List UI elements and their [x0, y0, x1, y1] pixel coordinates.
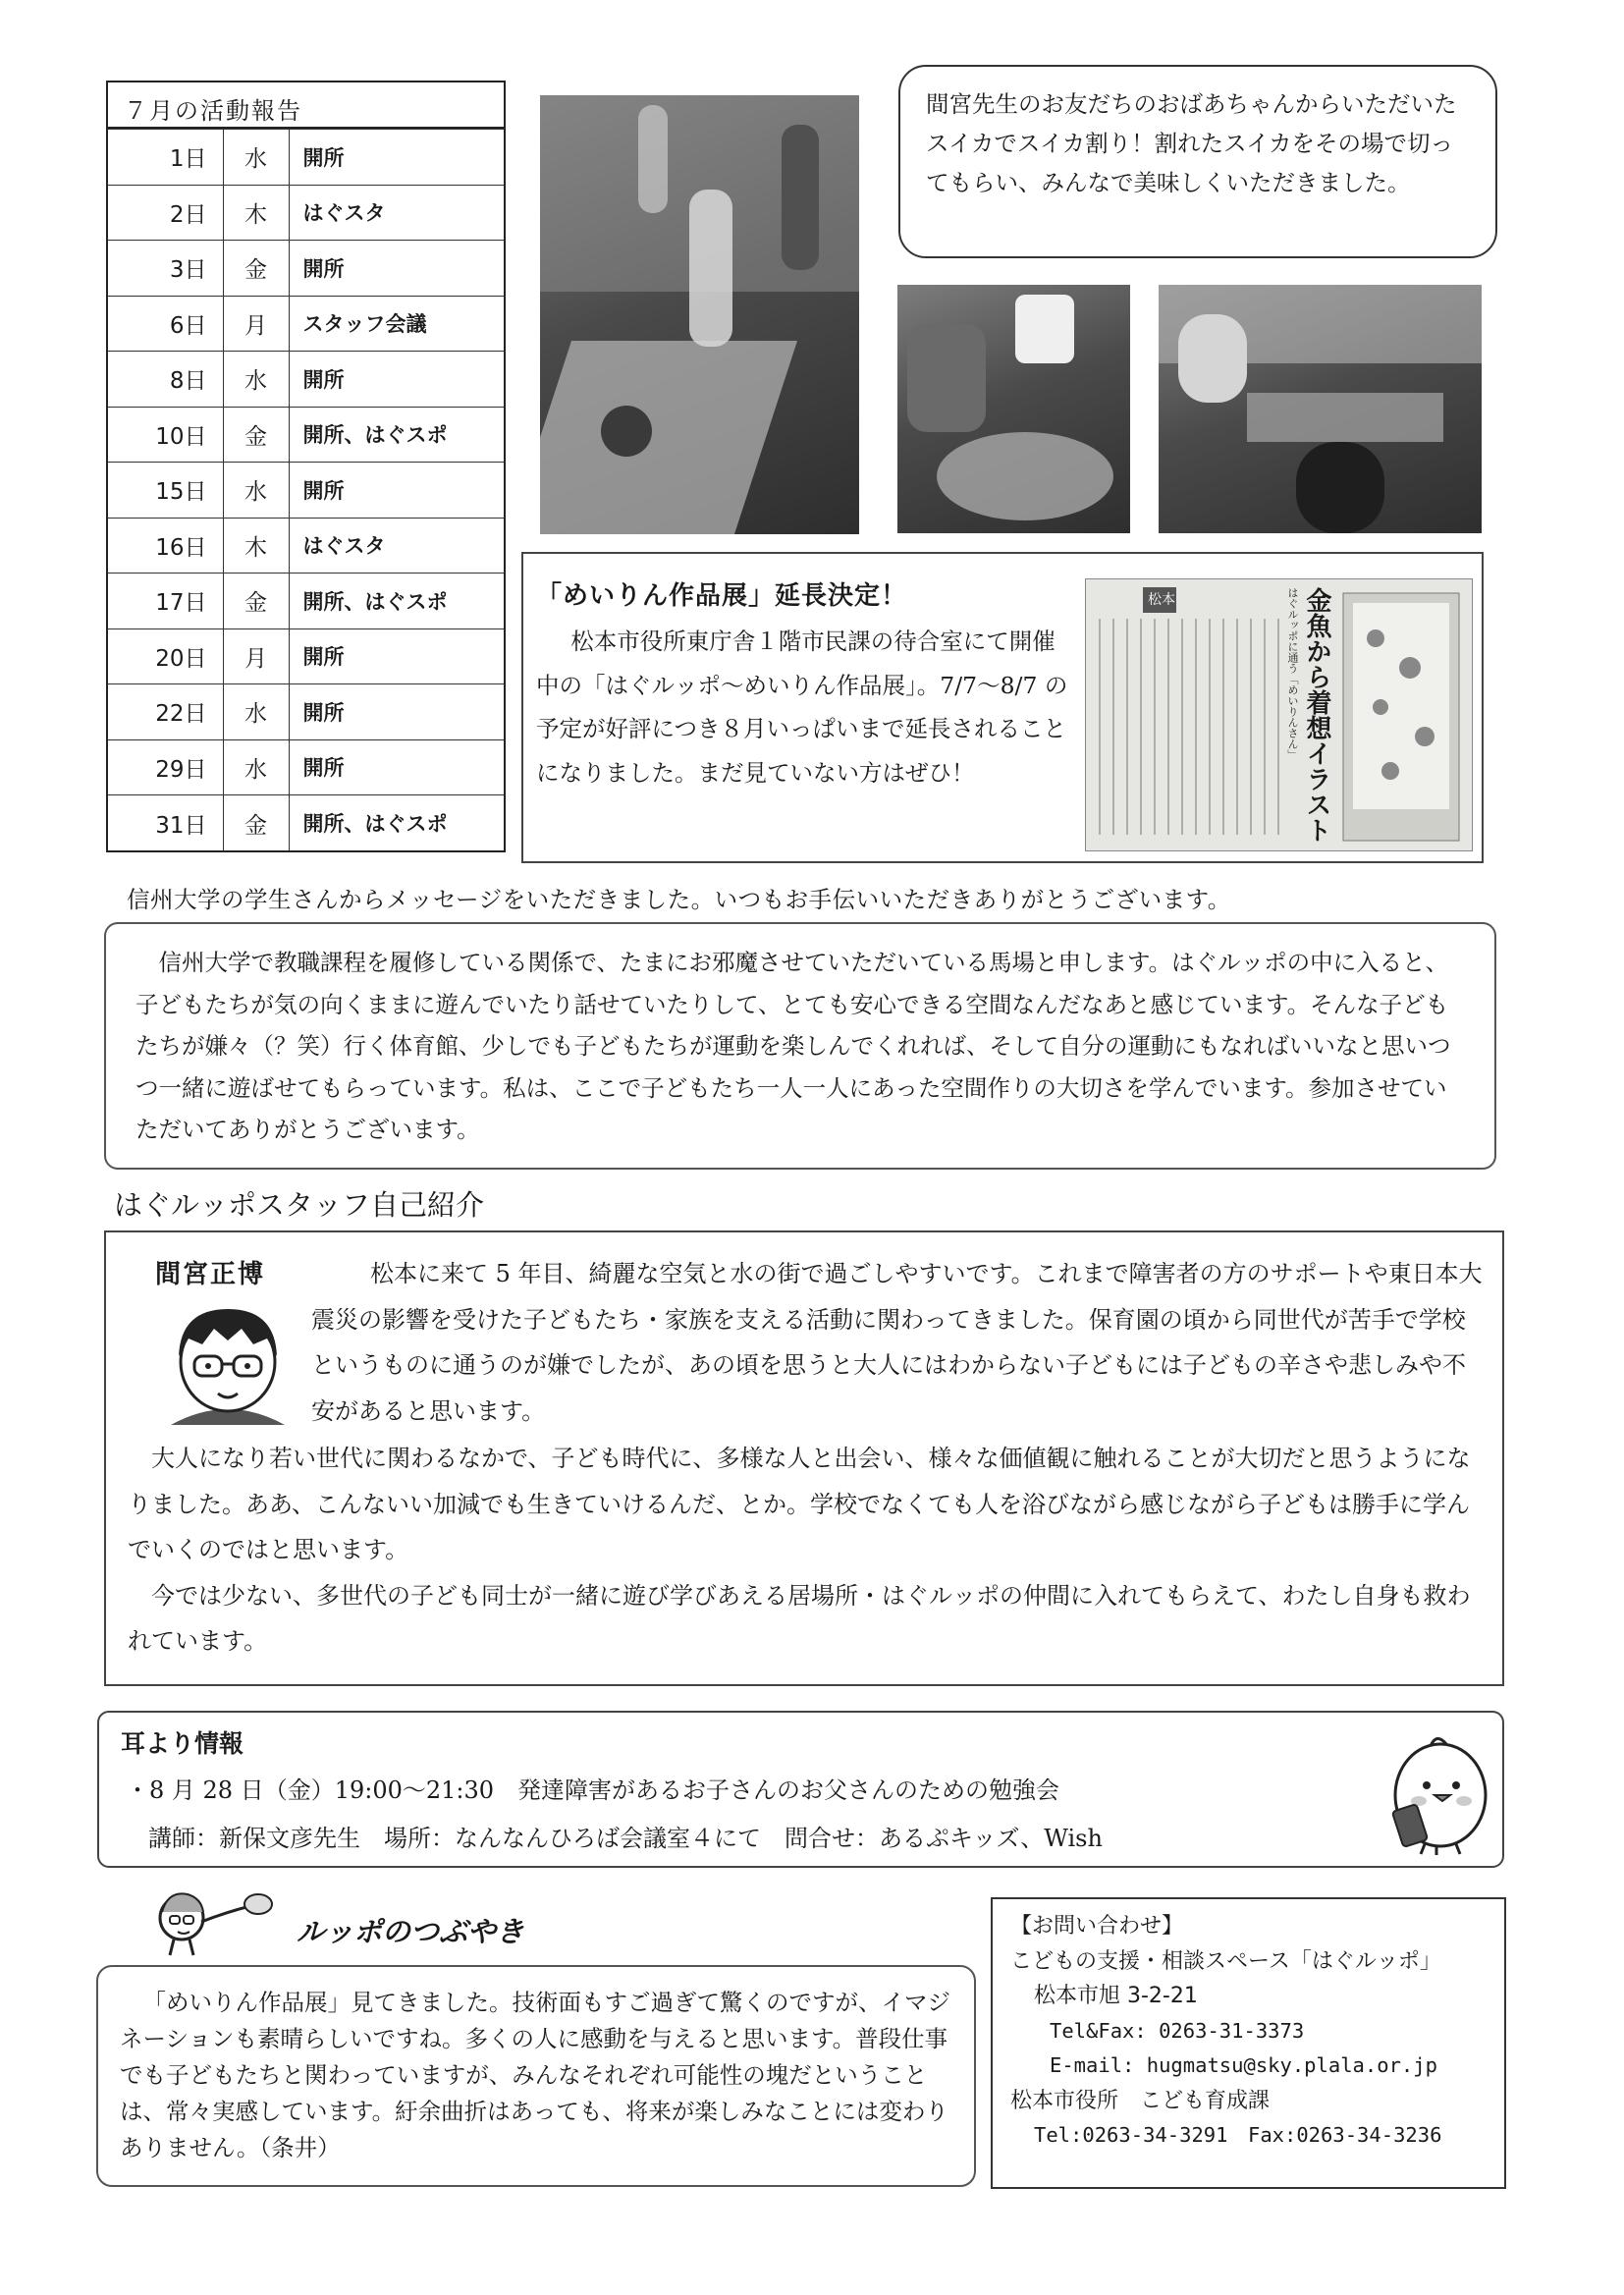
- activity-event: 開所、はぐスポ: [289, 574, 504, 629]
- contact-address: 松本市旭 3-2-21: [1034, 1984, 1198, 2008]
- newspaper-clipping-image: [1085, 578, 1473, 851]
- student-message-heading: 信州大学の学生さんからメッセージをいただきました。いつもお手伝いいただきありがとうございます。: [127, 886, 1231, 913]
- student-message-box: [104, 922, 1496, 1170]
- ruppo-tweet-box: [96, 1965, 976, 2187]
- watermelon-speech-bubble: [898, 65, 1497, 258]
- activity-day: 10日: [108, 407, 223, 463]
- clipping-headline: 金魚から着想イラスト: [1302, 587, 1331, 843]
- staff-intro-paragraph-2: 大人になり若い世代に関わるなかで、子ども時代に、多様な人と出会い、様々な価値観に触れることが大切だと思うようになりました。ああ、こんないい加減でも生きていけるんだ、とか。学校でなくても人を浴びながら感じながら子どもは勝手に学んでいくのではと思います。: [128, 1445, 1471, 1563]
- activity-row: [108, 352, 504, 408]
- clipping-tag: 松本: [1148, 592, 1175, 608]
- activity-weekday: 月: [223, 628, 289, 684]
- activity-day: 15日: [108, 463, 223, 519]
- staff-intro-paragraph-1: 松本に来て 5 年目、綺麗な空気と水の街で過ごしやすいです。これまで障害者の方のサポートや東日本大震災の影響を受けた子どもたち・家族を支える活動に関わってきました。保育園の頃から同世代が苦手で学校というものに通うのが嫌でしたが、あの頃を思うと大人にはわからない子どもには子どもの辛さや悲しみや不安があると思います。: [311, 1260, 1483, 1425]
- activity-weekday: 金: [223, 795, 289, 851]
- clipping-kicker: はぐルッポに通う「めいりんさん」: [1286, 587, 1299, 760]
- activity-weekday: 水: [223, 739, 289, 795]
- activity-day: 29日: [108, 739, 223, 795]
- activity-event: 開所: [289, 130, 504, 186]
- activity-row: [108, 407, 504, 463]
- photo-eating-watermelon: [1159, 285, 1482, 533]
- activity-row: [108, 795, 504, 851]
- activity-row: [108, 241, 504, 297]
- activity-weekday: 金: [223, 574, 289, 629]
- activity-day: 2日: [108, 185, 223, 241]
- activity-day: 3日: [108, 241, 223, 297]
- contact-box: [991, 1897, 1506, 2189]
- student-message-body: 信州大学で教職課程を履修している関係で、たまにお邪魔させていただいている馬場と申します。はぐルッポの中に入ると、子どもたちが気の向くままに遊んでいたり話せていたりして、とても安心できる空間なんだなあと感じています。そんな子どもたちが嫌々（？笑）行く体育館、少しでも子どもたちが運動を楽しんでくれれば、そして自分の運動にもなればいいなと思いつつ一緒に遊ばせてもらっています。私は、ここで子どもたち一人一人にあった空間作りの大切さを学んでいます。参加させていただいてありがとうございます。: [135, 949, 1451, 1143]
- activity-weekday: 水: [223, 463, 289, 519]
- activity-row: [108, 296, 504, 352]
- activity-event: 開所、はぐスポ: [289, 795, 504, 851]
- activity-weekday: 水: [223, 684, 289, 740]
- activity-row: [108, 684, 504, 740]
- activity-event: スタッフ会議: [289, 296, 504, 352]
- activity-day: 8日: [108, 352, 223, 408]
- staff-intro-paragraph-3: 今では少ない、多世代の子ども同士が一緒に遊び学びあえる居場所・はぐルッポの仲間に入れてもらえて、わたし自身も救われています。: [128, 1581, 1471, 1655]
- activity-weekday: 木: [223, 518, 289, 574]
- chick-with-phone-icon: [1378, 1730, 1493, 1856]
- activity-weekday: 水: [223, 352, 289, 408]
- activity-weekday: 金: [223, 407, 289, 463]
- watermelon-bubble-text: 間宮先生のお友だちのおばあちゃんからいただいたスイカでスイカ割り！割れたスイカをその場で切ってもらい、みんなで美味しくいただきました。: [926, 90, 1457, 196]
- activity-event: 開所: [289, 241, 504, 297]
- activity-report-table: [106, 81, 506, 852]
- activity-row: [108, 130, 504, 186]
- info-title: 耳より情報: [121, 1729, 244, 1758]
- activity-event: 開所: [289, 352, 504, 408]
- ruppo-tweet-heading: ルッポのつぶやき: [297, 1915, 525, 1948]
- photo-cutting-watermelon: [897, 285, 1130, 533]
- activity-row: [108, 628, 504, 684]
- activity-day: 16日: [108, 518, 223, 574]
- staff-name: 間宮正博: [155, 1260, 266, 1289]
- activity-event: 開所: [289, 684, 504, 740]
- photo-watermelon-splitting: [540, 95, 859, 534]
- activity-event: はぐスタ: [289, 518, 504, 574]
- activity-day: 20日: [108, 628, 223, 684]
- activity-event: 開所、はぐスポ: [289, 407, 504, 463]
- activity-row: [108, 518, 504, 574]
- contact-office-tel: Tel:0263-34-3291 Fax:0263-34-3236: [1034, 2123, 1442, 2147]
- info-detail-line: 講師：新保文彦先生 場所：なんなんひろば会議室４にて 問合せ：あるぷキッズ、Wish: [148, 1825, 1103, 1852]
- contact-office: 松本市役所 こども育成課: [1010, 2088, 1271, 2113]
- activity-day: 1日: [108, 130, 223, 186]
- contact-telfax: Tel&Fax: 0263-31-3373: [1050, 2018, 1305, 2043]
- ruppo-tweet-body: 「めいりん作品展」見てきました。技術面もすご過ぎて驚くのですが、イマジネーションも素晴らしいですね。多くの人に感動を与えると思います。普段仕事でも子どもたちと関わっていますが、みんなそれぞれ可能性の塊だということは、常々実感しています。紆余曲折はあっても、将来が楽しみなことには変わりありません。（条井）: [120, 1989, 950, 2161]
- activity-weekday: 月: [223, 296, 289, 352]
- info-event-line: ・8 月 28 日（金）19:00～21:30 発達障害があるお子さんのお父さんのための勉強会: [126, 1776, 1060, 1804]
- activity-day: 22日: [108, 684, 223, 740]
- activity-event: はぐスタ: [289, 185, 504, 241]
- exhibition-body: 松本市役所東庁舎１階市民課の待合室にて開催中の「はぐルッポ～めいりん作品展」。7/7～8/7 の予定が好評につき８月いっぱいまで延長されることになりました。まだ見ていない方はぜひ！: [536, 628, 1068, 787]
- activity-day: 6日: [108, 296, 223, 352]
- activity-report-rows: [108, 129, 504, 850]
- contact-title: 【お問い合わせ】: [1010, 1914, 1184, 1939]
- activity-weekday: 水: [223, 130, 289, 186]
- contact-email[interactable]: E-mail: hugmatsu@sky.plala.or.jp: [1050, 2053, 1437, 2077]
- staff-intro-heading: はぐルッポスタッフ自己紹介: [114, 1188, 485, 1222]
- activity-event: 開所: [289, 463, 504, 519]
- activity-event: 開所: [289, 739, 504, 795]
- contact-org: こどもの支援・相談スペース「はぐルッポ」: [1010, 1948, 1441, 1974]
- activity-row: [108, 463, 504, 519]
- activity-day: 31日: [108, 795, 223, 851]
- activity-report-title: ７月の活動報告: [108, 82, 504, 129]
- activity-day: 17日: [108, 574, 223, 629]
- activity-row: [108, 739, 504, 795]
- activity-weekday: 金: [223, 241, 289, 297]
- exhibition-title: 「めいりん作品展」延長決定！: [536, 581, 908, 611]
- staff-avatar: [151, 1299, 304, 1425]
- activity-row: [108, 185, 504, 241]
- activity-row: [108, 574, 504, 629]
- ruppo-mascot-icon: [148, 1883, 276, 1957]
- activity-event: 開所: [289, 628, 504, 684]
- activity-weekday: 木: [223, 185, 289, 241]
- staff-intro-paragraphs: [128, 1436, 1488, 1665]
